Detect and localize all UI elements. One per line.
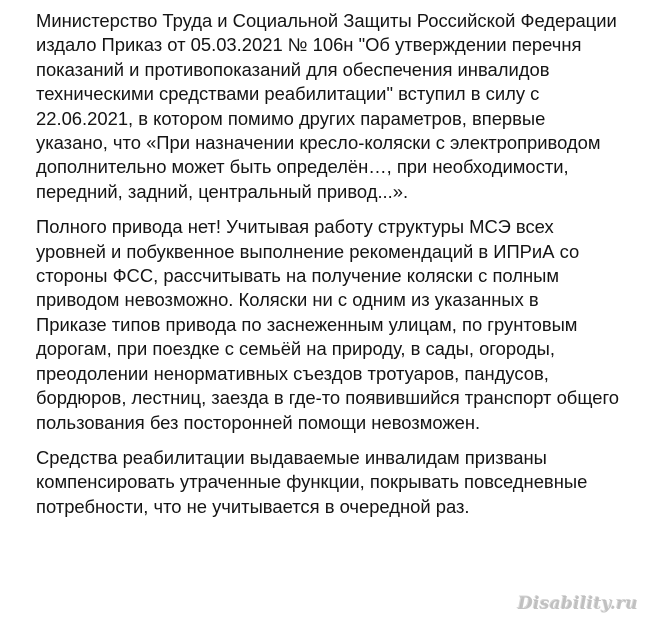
text-line: Полного привода нет! Учитывая работу структуры МСЭ всех	[36, 216, 554, 238]
text-line: компенсировать утраченные функции, покрывать повседневные	[36, 471, 588, 493]
text-line: Приказе типов привода по заснеженным улицам, по грунтовым	[36, 313, 578, 335]
text-line: уровней и побуквенное выполнение рекомендаций в ИПРиА со	[36, 240, 580, 262]
text-line: Средства реабилитации выдаваемые инвалидам призваны	[36, 446, 547, 468]
text-line: пользования без посторонней помощи невозможен.	[36, 411, 481, 433]
text-line: показаний и противопоказаний для обеспечения инвалидов	[36, 58, 550, 80]
text-line: потребности, что не учитывается в очередной раз.	[36, 495, 470, 517]
text-line: приводом невозможно. Коляски ни с одним из указанных в	[36, 289, 539, 311]
text-line: дорогам, при поездке с семьёй на природу, в сады, огороды,	[36, 338, 555, 360]
paragraph-order-announcement	[36, 9, 640, 204]
text-line: дополнительно может быть определён…, при необходимости,	[36, 156, 569, 178]
text-line: указано, что «При назначении кресло-коляски с электроприводом	[36, 132, 601, 154]
text-line: преодолении ненормативных съездов тротуаров, пандусов,	[36, 362, 549, 384]
text-line: издало Приказ от 05.03.2021 № 106н "Об утверждении перечня	[36, 34, 582, 56]
text-line: бордюров, лестниц, заезда в где-то появившийся транспорт общего	[36, 387, 620, 409]
text-line: техническими средствами реабилитации" вступил в силу с	[36, 83, 540, 105]
text-line: стороны ФСС, рассчитывать на получение коляски с полным	[36, 265, 559, 287]
text-line: передний, задний, центральный привод...».	[36, 180, 409, 202]
site-watermark: Disability.ru	[518, 594, 638, 614]
text-line: Министерство Труда и Социальной Защиты Российской Федерации	[36, 10, 617, 31]
paragraph-rehab-means	[36, 446, 640, 519]
paragraph-no-full-drive	[36, 215, 640, 435]
text-line: 22.06.2021, в котором помимо других параметров, впервые	[36, 107, 546, 129]
